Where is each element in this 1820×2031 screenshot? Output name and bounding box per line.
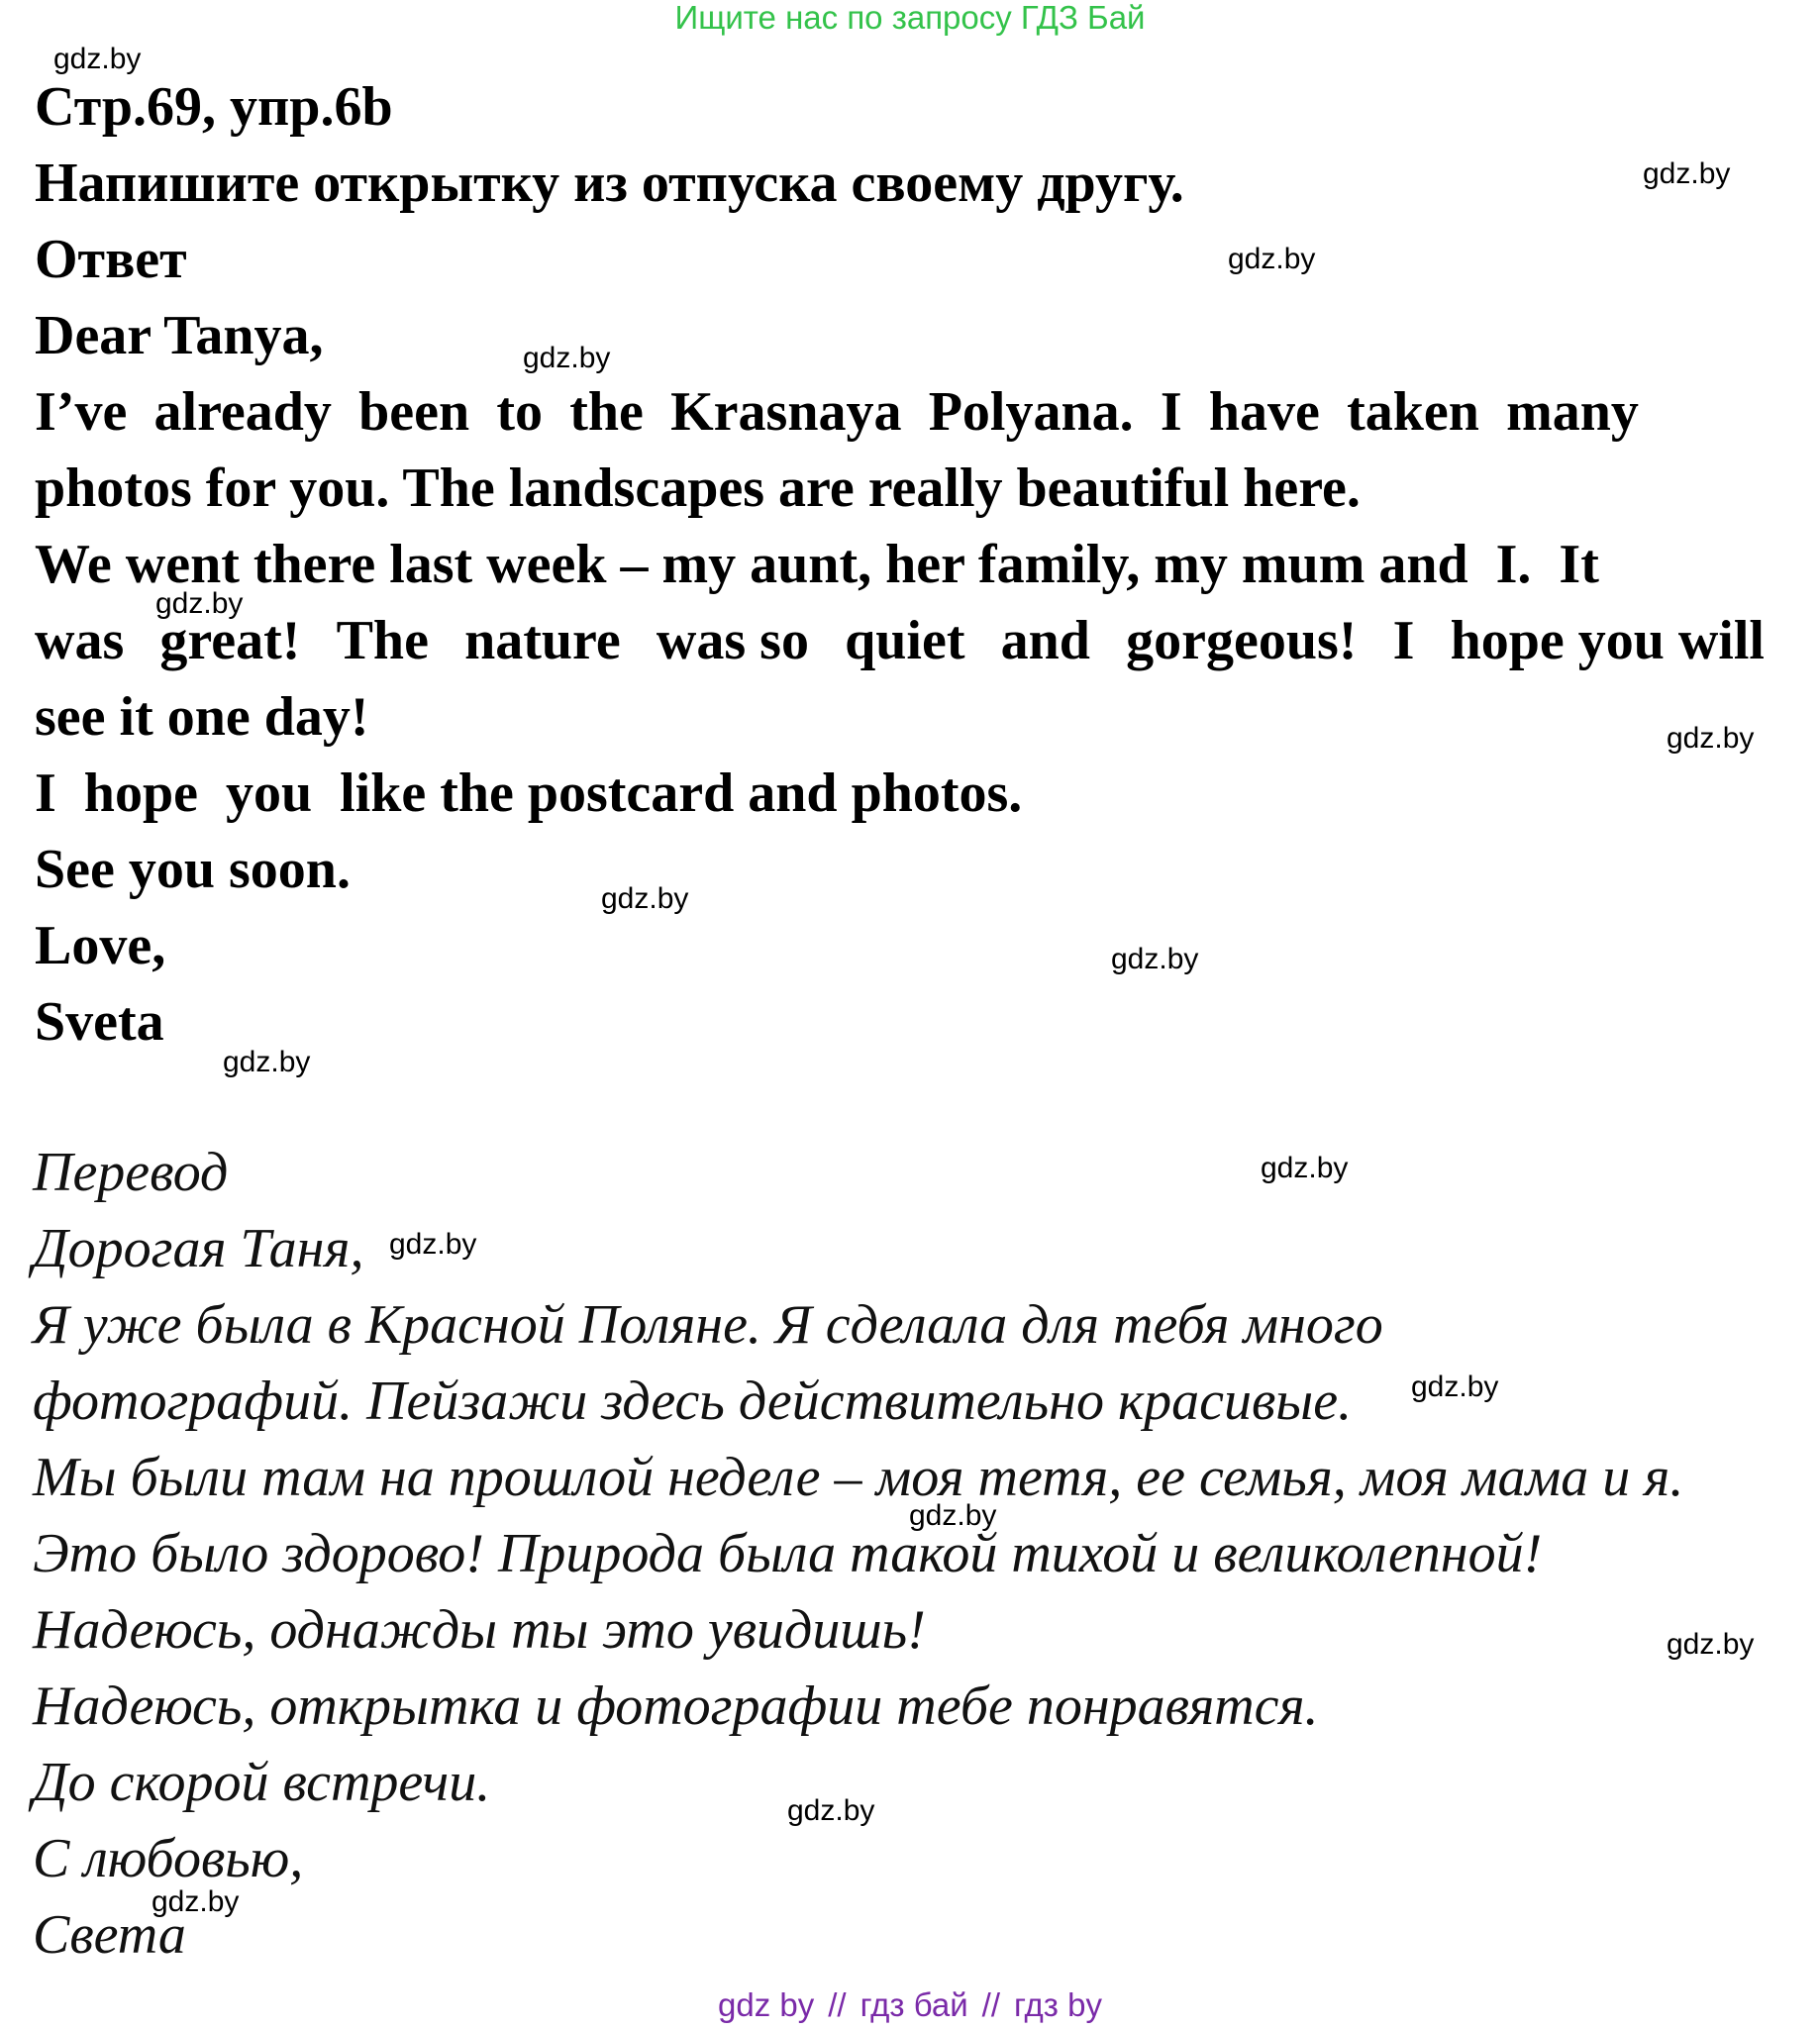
page-exercise-title: Стр.69, упр.6b: [35, 76, 393, 138]
letter-word: great!: [159, 610, 301, 671]
watermark: gdz.by: [155, 587, 244, 620]
letter-line-2: photos for you. The landscapes are really beautiful here.: [35, 457, 1361, 519]
translation-signature: Света: [33, 1904, 186, 1966]
letter-word: nature: [464, 610, 621, 671]
watermark: gdz.by: [523, 342, 611, 374]
task-instruction: Напишите открытку из отпуска своему другу.: [35, 152, 1184, 214]
letter-word: been: [358, 381, 470, 443]
watermark: gdz.by: [152, 1885, 240, 1918]
watermark: gdz.by: [1411, 1371, 1499, 1403]
bottom-site-banner: [0, 1986, 1820, 2024]
translation-line-4: Это было здорово! Природа была такой тихой и великолепной!: [33, 1523, 1543, 1584]
translation-label: Перевод: [33, 1142, 229, 1203]
letter-line-4: [35, 608, 1765, 673]
letter-word: have: [1208, 381, 1320, 443]
answer-label: Ответ: [35, 229, 187, 290]
banner-separator: //: [828, 1986, 847, 2023]
letter-word: the: [569, 381, 644, 443]
translation-line-6: Надеюсь, открытка и фотографии тебе понравятся.: [33, 1676, 1319, 1737]
letter-word: many: [1506, 381, 1639, 443]
watermark: gdz.by: [909, 1499, 997, 1532]
translation-closing: С любовью,: [33, 1828, 304, 1889]
translation-line-7: До скорой встречи.: [33, 1752, 491, 1813]
letter-word: Polyana.: [928, 381, 1134, 443]
letter-word: taken: [1347, 381, 1479, 443]
letter-word: was: [35, 610, 125, 671]
watermark: gdz.by: [53, 43, 142, 75]
translation-line-1: Я уже была в Красной Поляне. Я сделала для тебя много: [33, 1294, 1383, 1356]
translation-line-2: фотографий. Пейзажи здесь действительно красивые.: [33, 1371, 1353, 1432]
watermark: gdz.by: [601, 882, 689, 915]
banner-part: гдз бай: [859, 1986, 968, 2023]
top-search-banner: Ищите нас по запросу ГДЗ Бай: [674, 0, 1146, 36]
watermark: gdz.by: [223, 1046, 311, 1078]
translation-line-5: Надеюсь, однажды ты это увидишь!: [33, 1599, 926, 1661]
letter-word: quiet: [845, 610, 965, 671]
letter-line-7: See you soon.: [35, 839, 351, 900]
letter-line-6: I hope you like the postcard and photos.: [35, 762, 1023, 824]
letter-word: gorgeous!: [1126, 610, 1358, 671]
letter-signature: Sveta: [35, 991, 164, 1053]
letter-word: already: [153, 381, 332, 443]
letter-word: I: [1392, 610, 1415, 671]
banner-part: gdz by: [718, 1986, 815, 2023]
letter-word: The: [336, 610, 429, 671]
letter-word: I: [1160, 381, 1182, 443]
translation-greeting: Дорогая Таня,: [33, 1218, 364, 1279]
letter-word: hope you will: [1450, 610, 1765, 671]
banner-separator: //: [981, 1986, 1000, 2023]
letter-closing: Love,: [35, 915, 166, 976]
watermark: gdz.by: [389, 1228, 477, 1261]
letter-word: to: [496, 381, 544, 443]
watermark: gdz.by: [787, 1794, 875, 1827]
letter-line-1: [35, 379, 1639, 445]
letter-word: was so: [656, 610, 809, 671]
letter-word: and: [1000, 610, 1090, 671]
watermark: gdz.by: [1228, 243, 1316, 275]
watermark: gdz.by: [1111, 943, 1199, 975]
watermark: gdz.by: [1643, 157, 1731, 190]
watermark: gdz.by: [1667, 722, 1755, 755]
letter-line-3: We went there last week – my aunt, her family, my mum and I. It: [35, 534, 1599, 595]
letter-line-5: see it one day!: [35, 686, 369, 748]
letter-greeting: Dear Tanya,: [35, 305, 324, 366]
translation-line-3: Мы были там на прошлой неделе – моя тетя, ее семья, моя мама и я.: [33, 1447, 1684, 1508]
letter-word: Krasnaya: [670, 381, 902, 443]
watermark: gdz.by: [1261, 1152, 1349, 1184]
letter-word: I’ve: [35, 381, 128, 443]
banner-part: гдз by: [1014, 1986, 1102, 2023]
watermark: gdz.by: [1667, 1628, 1755, 1661]
